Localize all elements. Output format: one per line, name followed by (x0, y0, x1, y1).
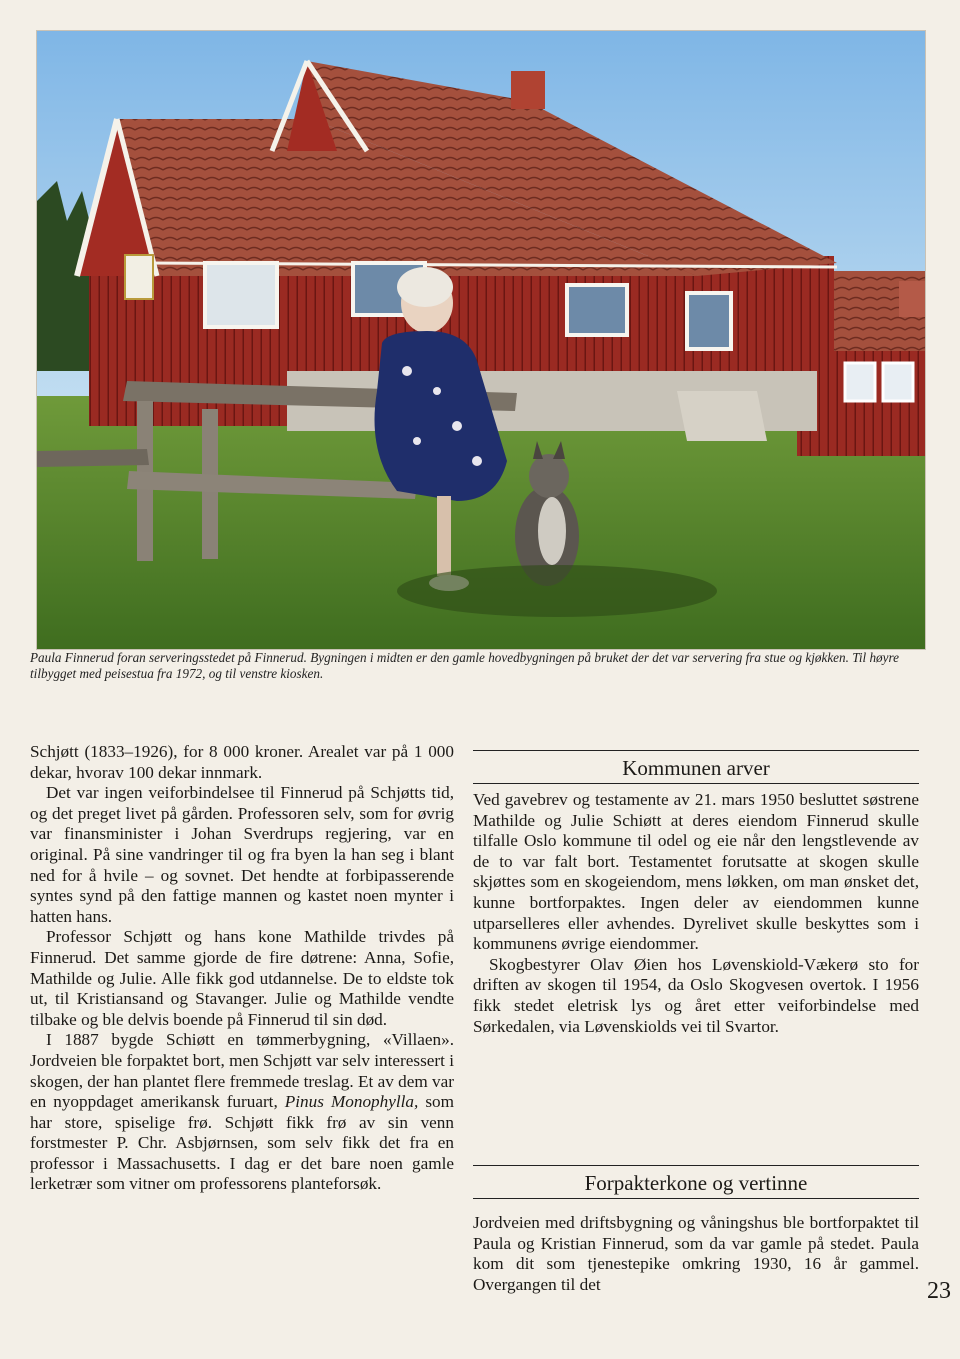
section-1-body (473, 790, 919, 1037)
left-paragraph-4-end: som har store, spiselige frø. Schjøtt fikk frø av sin venn forstmester P. Chr. Asbjørnsen, som selv fikk det fra en professor i Massachusetts. I dag er det bare noen gamle lerketrær som vitner om professorens planteforsøk. (30, 1092, 454, 1194)
left-paragraph-3: Professor Schjøtt og hans kone Mathilde trivdes på Finnerud. Det samme gjorde de fire døtrene: Anna, Sofie, Mathilde og Julie. Alle fikk god utdannelse. De to eldste tok ut, til Kristiansand og Stavanger. Julie og Mathilde vendte tilbake og ble delvis boende på Finnerud til sin død. (30, 927, 454, 1029)
farm-photo (36, 30, 926, 650)
left-paragraph-4 (30, 1030, 454, 1195)
left-column (30, 742, 454, 1195)
kiosk-banner (125, 255, 153, 299)
section-2-paragraph-1: Jordveien med driftsbygning og våningshus ble bortforpaktet til Paula og Kristian Finnerud, som da var gamle på stedet. Paula kom dit som tjenestepike omkring 1930, 16 år gammel. Overgangen til det (473, 1213, 919, 1294)
page-number: 23 (927, 1278, 951, 1304)
section-heading-forpakterkone: Forpakterkone og vertinne (473, 1165, 919, 1199)
section-heading-kommunen-arver: Kommunen arver (473, 750, 919, 784)
left-paragraph-4-start: I 1887 bygde Schiøtt en tømmerbygning, «Villaen». Jordveien ble forpaktet bort, men Schjøtt var selv interessert i skogen, der han plantet flere fremmede treslag. Et av dem var en nyoppdaget amerikansk furuart, (30, 1030, 454, 1112)
species-name: Pinus Monophylla, (284, 1092, 419, 1112)
section-2-body (473, 1213, 919, 1295)
left-paragraph-2: Det var ingen veiforbindelsee til Finnerud på Schjøtts tid, og det preget livet på gården. Professoren selv, som for øvrig var finansminister i Johan Sverdrups regjering, var en original. På sine vandringer til og fra byen la han seg i blant ned for å hvile – og sovnet. Det hendte at forbipasserende syntes synd på den fattige mannen og kastet noen mynter i hatten hans. (30, 783, 454, 926)
section-1-paragraph-2: Skogbestyrer Olav Øien hos Løvenskiold-Vækerø sto for driften av skogen til 1954, da Oslo Skogvesen overtok. I 1956 fikk stedet eletrisk lys og året etter veiforbindelse med Sørkedalen, via Løvenskiolds vei til Svartor. (473, 954, 919, 1036)
photo-caption: Paula Finnerud foran serveringsstedet på Finnerud. Bygningen i midten er den gamle hovedbygningen på bruket der det var servering fra stue og kjøkken. Til høyre tilbygget med peisestua fra 1972, og til venstre kiosken. (30, 650, 899, 681)
section-1-paragraph-1: Ved gavebrev og testamente av 21. mars 1950 besluttet søstrene Mathilde og Julie Schiøtt at deres eiendom Finnerud skulle tilfalle Oslo kommune til odel og eie når den lengstlevende av de to var falt bort. Testamentet forutsatte at skogen skulle skjøttes som en skogeiendom, mens løkken, om man ønsket det, kunne bortforpaktes. Ingen deler av eiendommen kunne utparselleres eller avhendes. Dyrelivet skulle beskyttes som i kommunens øvrige eiendommer. (473, 790, 919, 954)
left-paragraph-1: Schjøtt (1833–1926), for 8 000 kroner. Arealet var på 1 000 dekar, hvorav 100 dekar innmark. (30, 742, 454, 782)
farm-photo-illustration (37, 31, 925, 649)
